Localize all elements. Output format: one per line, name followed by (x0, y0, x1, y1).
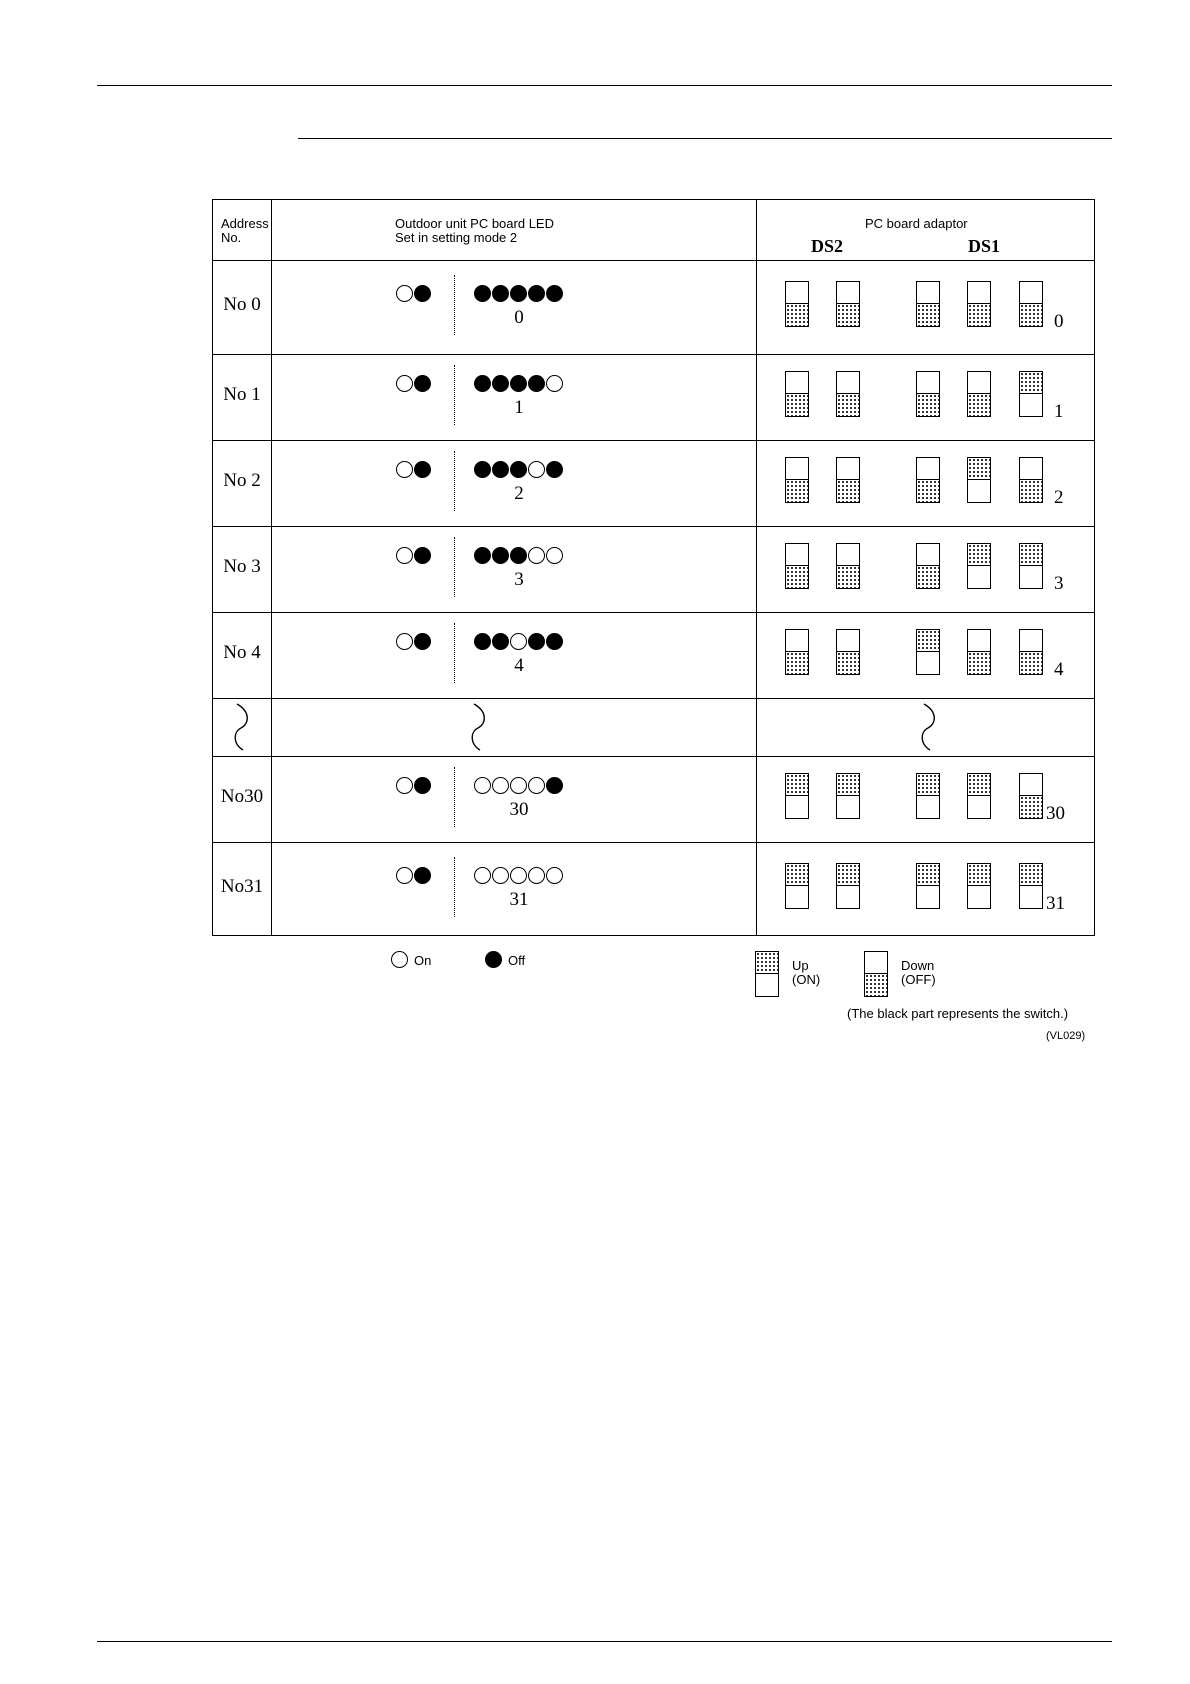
address-led-on (546, 375, 563, 392)
address-label: No 0 (223, 294, 261, 315)
row-divider (213, 698, 1094, 699)
led-header-line2: Set in setting mode 2 (395, 230, 518, 245)
switch-value: 31 (1046, 892, 1065, 914)
ds1-switch-up (1019, 543, 1043, 589)
led-header-line1: Outdoor unit PC board LED (395, 216, 554, 231)
address-led-on (528, 461, 545, 478)
mode-led-off (414, 375, 431, 392)
legend-up-label (792, 959, 820, 987)
row-divider (213, 756, 1094, 757)
continuation-row (213, 698, 1094, 756)
table-row (213, 440, 1094, 526)
ds2-switch-up (836, 863, 860, 909)
ds2-switch-up (785, 773, 809, 819)
ds1-switch-up (1019, 371, 1043, 417)
mode-led-on (396, 867, 413, 884)
top-rule (97, 85, 1112, 86)
ds1-switch-up (916, 773, 940, 819)
ds1-switch-down (1019, 457, 1043, 503)
legend-down-line1: Down (901, 958, 935, 973)
ds2-switch-down (785, 457, 809, 503)
switch-down-legend-icon (864, 951, 888, 997)
address-header (221, 217, 269, 245)
legend-off-label: Off (508, 953, 526, 968)
ds1-switch-down (916, 371, 940, 417)
ds2-switch-down (836, 629, 860, 675)
address-led-on (492, 867, 509, 884)
table-row (213, 842, 1094, 935)
led-separator (454, 451, 455, 511)
address-header-line2: No. (221, 230, 242, 245)
led-separator (454, 275, 455, 335)
led-separator (454, 537, 455, 597)
switch-up-legend-icon (755, 951, 779, 997)
row-divider (213, 842, 1094, 843)
led-value: 31 (509, 888, 529, 910)
ds2-switch-up (836, 773, 860, 819)
ds2-switch-down (836, 543, 860, 589)
bottom-rule (97, 1641, 1112, 1642)
address-led-off (474, 633, 491, 650)
legend-down-label (901, 959, 936, 987)
ds1-switch-down (967, 371, 991, 417)
mode-led-on (396, 547, 413, 564)
ds2-switch-up (785, 863, 809, 909)
row-divider (213, 440, 1094, 441)
switch-value: 1 (1054, 401, 1064, 422)
switch-value: 2 (1054, 487, 1064, 508)
table-row (213, 260, 1094, 354)
mode-led-on (396, 461, 413, 478)
address-led-off (528, 375, 545, 392)
led-value: 3 (514, 569, 524, 590)
led-separator (454, 857, 455, 917)
address-label: No30 (220, 786, 264, 807)
address-label: No31 (220, 875, 264, 897)
ds1-switch-down (1019, 281, 1043, 327)
ds2-switch-down (785, 629, 809, 675)
address-led-off (492, 547, 509, 564)
switch-value: 0 (1054, 311, 1064, 332)
address-led-on (528, 777, 545, 794)
led-separator (454, 767, 455, 827)
address-led-off (474, 285, 491, 302)
address-led-off (510, 375, 527, 392)
address-led-off (528, 285, 545, 302)
mode-led-off (414, 777, 431, 794)
ds1-switch-up (916, 629, 940, 675)
address-led-on (546, 867, 563, 884)
ds1-switch-down (967, 629, 991, 675)
ds1-switch-up (967, 773, 991, 819)
table-row (213, 756, 1094, 842)
legend-up-line1: Up (792, 958, 809, 973)
address-led-on (474, 867, 491, 884)
ds1-switch-down (1019, 773, 1043, 819)
address-led-on (528, 547, 545, 564)
address-led-on (474, 777, 491, 794)
led-separator (454, 365, 455, 425)
mode-led-off (414, 867, 431, 884)
address-led-on (510, 867, 527, 884)
ds1-switch-up (967, 457, 991, 503)
address-led-off (492, 633, 509, 650)
address-led-off (510, 547, 527, 564)
address-header-line1: Address (221, 216, 269, 231)
led-value: 30 (509, 799, 529, 820)
ds1-switch-up (967, 863, 991, 909)
mode-led-on (396, 633, 413, 650)
continuation-squiggle-icon (231, 702, 251, 752)
address-led-on (546, 547, 563, 564)
ds1-header: DS1 (968, 236, 1001, 256)
address-led-off (510, 285, 527, 302)
address-led-off (528, 633, 545, 650)
legend-up-line2: (ON) (792, 972, 821, 987)
address-led-off (546, 461, 563, 478)
address-led-off (510, 461, 527, 478)
address-led-off (492, 461, 509, 478)
led-value: 4 (514, 655, 524, 676)
ds2-switch-down (785, 543, 809, 589)
switch-note: (The black part represents the switch.) (847, 1006, 1069, 1021)
section-rule (298, 138, 1112, 139)
ds2-switch-down (836, 281, 860, 327)
mode-led-on (396, 375, 413, 392)
address-led-off (474, 375, 491, 392)
led-value: 0 (514, 307, 524, 328)
switch-value: 4 (1054, 659, 1064, 680)
address-label: No 4 (223, 642, 261, 663)
led-header (395, 217, 554, 245)
ds1-switch-up (916, 863, 940, 909)
address-led-off (492, 375, 509, 392)
mode-led-on (396, 285, 413, 302)
address-label: No 3 (223, 556, 261, 577)
continuation-squiggle-icon (918, 702, 938, 752)
legend-down-line2: (OFF) (901, 972, 936, 987)
row-divider (213, 354, 1094, 355)
mode-led-off (414, 547, 431, 564)
legend-on-label: On (414, 953, 432, 968)
address-led-off (474, 547, 491, 564)
address-led-off (546, 633, 563, 650)
table-row (213, 354, 1094, 440)
ds1-switch-down (967, 281, 991, 327)
address-led-off (492, 285, 509, 302)
ds2-switch-down (836, 457, 860, 503)
ds2-switch-down (836, 371, 860, 417)
ds2-switch-down (785, 281, 809, 327)
address-led-on (492, 777, 509, 794)
ds1-switch-down (916, 457, 940, 503)
ds1-switch-down (1019, 629, 1043, 675)
mode-led-off (414, 285, 431, 302)
row-divider (213, 260, 1094, 261)
row-divider (213, 526, 1094, 527)
row-divider (213, 612, 1094, 613)
led-value: 2 (514, 483, 524, 504)
mode-led-on (396, 777, 413, 794)
address-led-off (546, 285, 563, 302)
address-led-on (510, 777, 527, 794)
address-led-off (474, 461, 491, 478)
address-label: No 1 (223, 384, 261, 405)
row-divider (213, 935, 1094, 936)
led-on-legend-icon (391, 951, 408, 968)
ds2-header: DS2 (811, 236, 844, 256)
adaptor-header: PC board adaptor (865, 216, 968, 231)
ds1-switch-down (916, 543, 940, 589)
led-off-legend-icon (485, 951, 502, 968)
figure-reference: (VL029) (1046, 1030, 1086, 1042)
address-led-on (510, 633, 527, 650)
ds1-switch-up (967, 543, 991, 589)
led-value: 1 (514, 397, 524, 418)
ds1-switch-down (916, 281, 940, 327)
mode-led-off (414, 633, 431, 650)
switch-value: 30 (1046, 803, 1065, 824)
address-label: No 2 (223, 470, 261, 491)
address-led-off (546, 777, 563, 794)
switch-value: 3 (1054, 573, 1064, 594)
table-row (213, 526, 1094, 612)
continuation-squiggle-icon (468, 702, 488, 752)
ds2-switch-down (785, 371, 809, 417)
address-led-on (528, 867, 545, 884)
address-setting-table (212, 199, 1095, 936)
led-separator (454, 623, 455, 683)
table-row (213, 612, 1094, 698)
ds1-switch-up (1019, 863, 1043, 909)
mode-led-off (414, 461, 431, 478)
